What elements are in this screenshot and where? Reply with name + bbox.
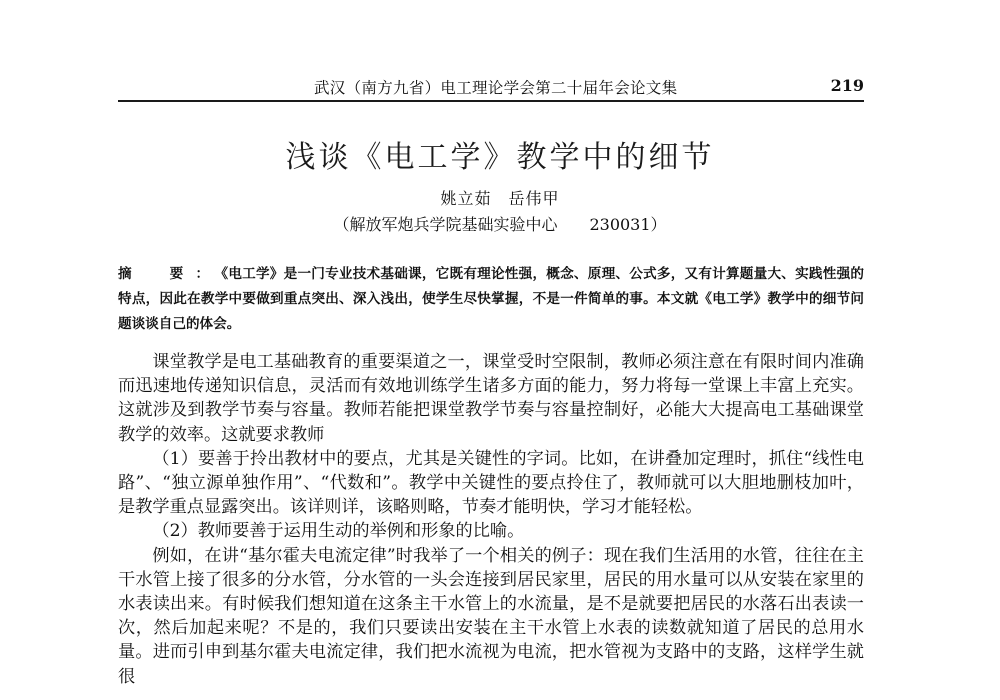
paper-title: 浅谈《电工学》教学中的细节 — [285, 140, 715, 175]
page-number: 219 — [830, 76, 864, 95]
abstract-label: 摘 要： — [118, 266, 222, 282]
body-text — [118, 350, 864, 689]
body-paragraph: （1）要善于拎出教材中的要点，尤其是关键性的字词。比如，在讲叠加定理时，抓住“线性电路”、“独立源单独作用”、“代数和”。教学中关键性的要点拎住了，教师就可以大胆地删枝加叶，是教学重点显露突出。该详则详，该略则略，节奏才能明快，学习才能轻松。 — [118, 448, 864, 518]
journal-title: 武汉（南方九省）电工理论学会第二十届年会论文集 — [314, 79, 678, 97]
affiliation: （解放军炮兵学院基础实验中心 230031） — [333, 215, 667, 234]
running-header — [118, 74, 864, 102]
authors: 姚立茹 岳伟甲 — [440, 189, 560, 208]
body-paragraph: 例如，在讲“基尔霍夫电流定律”时我举了一个相关的例子：现在我们生活用的水管，往往在主干水管上接了很多的分水管，分水管的一头会连接到居民家里，居民的用水量可以从安装在家里的水表读出来。有时候我们想知道在这条主干水管上的水流量，是不是就要把居民的水落石出表读一次，然后加起来呢？不是的，我们只要读出安装在主干水管上水表的读数就知道了居民的总用水量。进而引申到基尔霍夫电流定律，我们把水流视为电流，把水管视为支路中的支路，这样学生就很 — [118, 545, 864, 687]
body-paragraph: 课堂教学是电工基础教育的重要渠道之一，课堂受时空限制，教师必须注意在有限时间内准确而迅速地传递知识信息，灵活而有效地训练学生诸多方面的能力，努力将每一堂课上丰富上充实。这就涉及到教学节奏与容量。教师若能把课堂教学节奏与容量控制好，必能大大提高电工基础课堂教学的效率。这就要求教师 — [118, 352, 864, 445]
abstract — [118, 262, 864, 337]
abstract-text: 《电工学》是一门专业技术基础课，它既有理论性强，概念、原理、公式多，又有计算题量大、实践性强的特点，因此在教学中要做到重点突出、深入浅出，使学生尽快掌握，不是一件简单的事。本文就《电工学》教学中的细节问题谈谈自己的体会。 — [118, 266, 864, 332]
body-paragraph: （2）教师要善于运用生动的举例和形象的比喻。 — [152, 521, 525, 542]
